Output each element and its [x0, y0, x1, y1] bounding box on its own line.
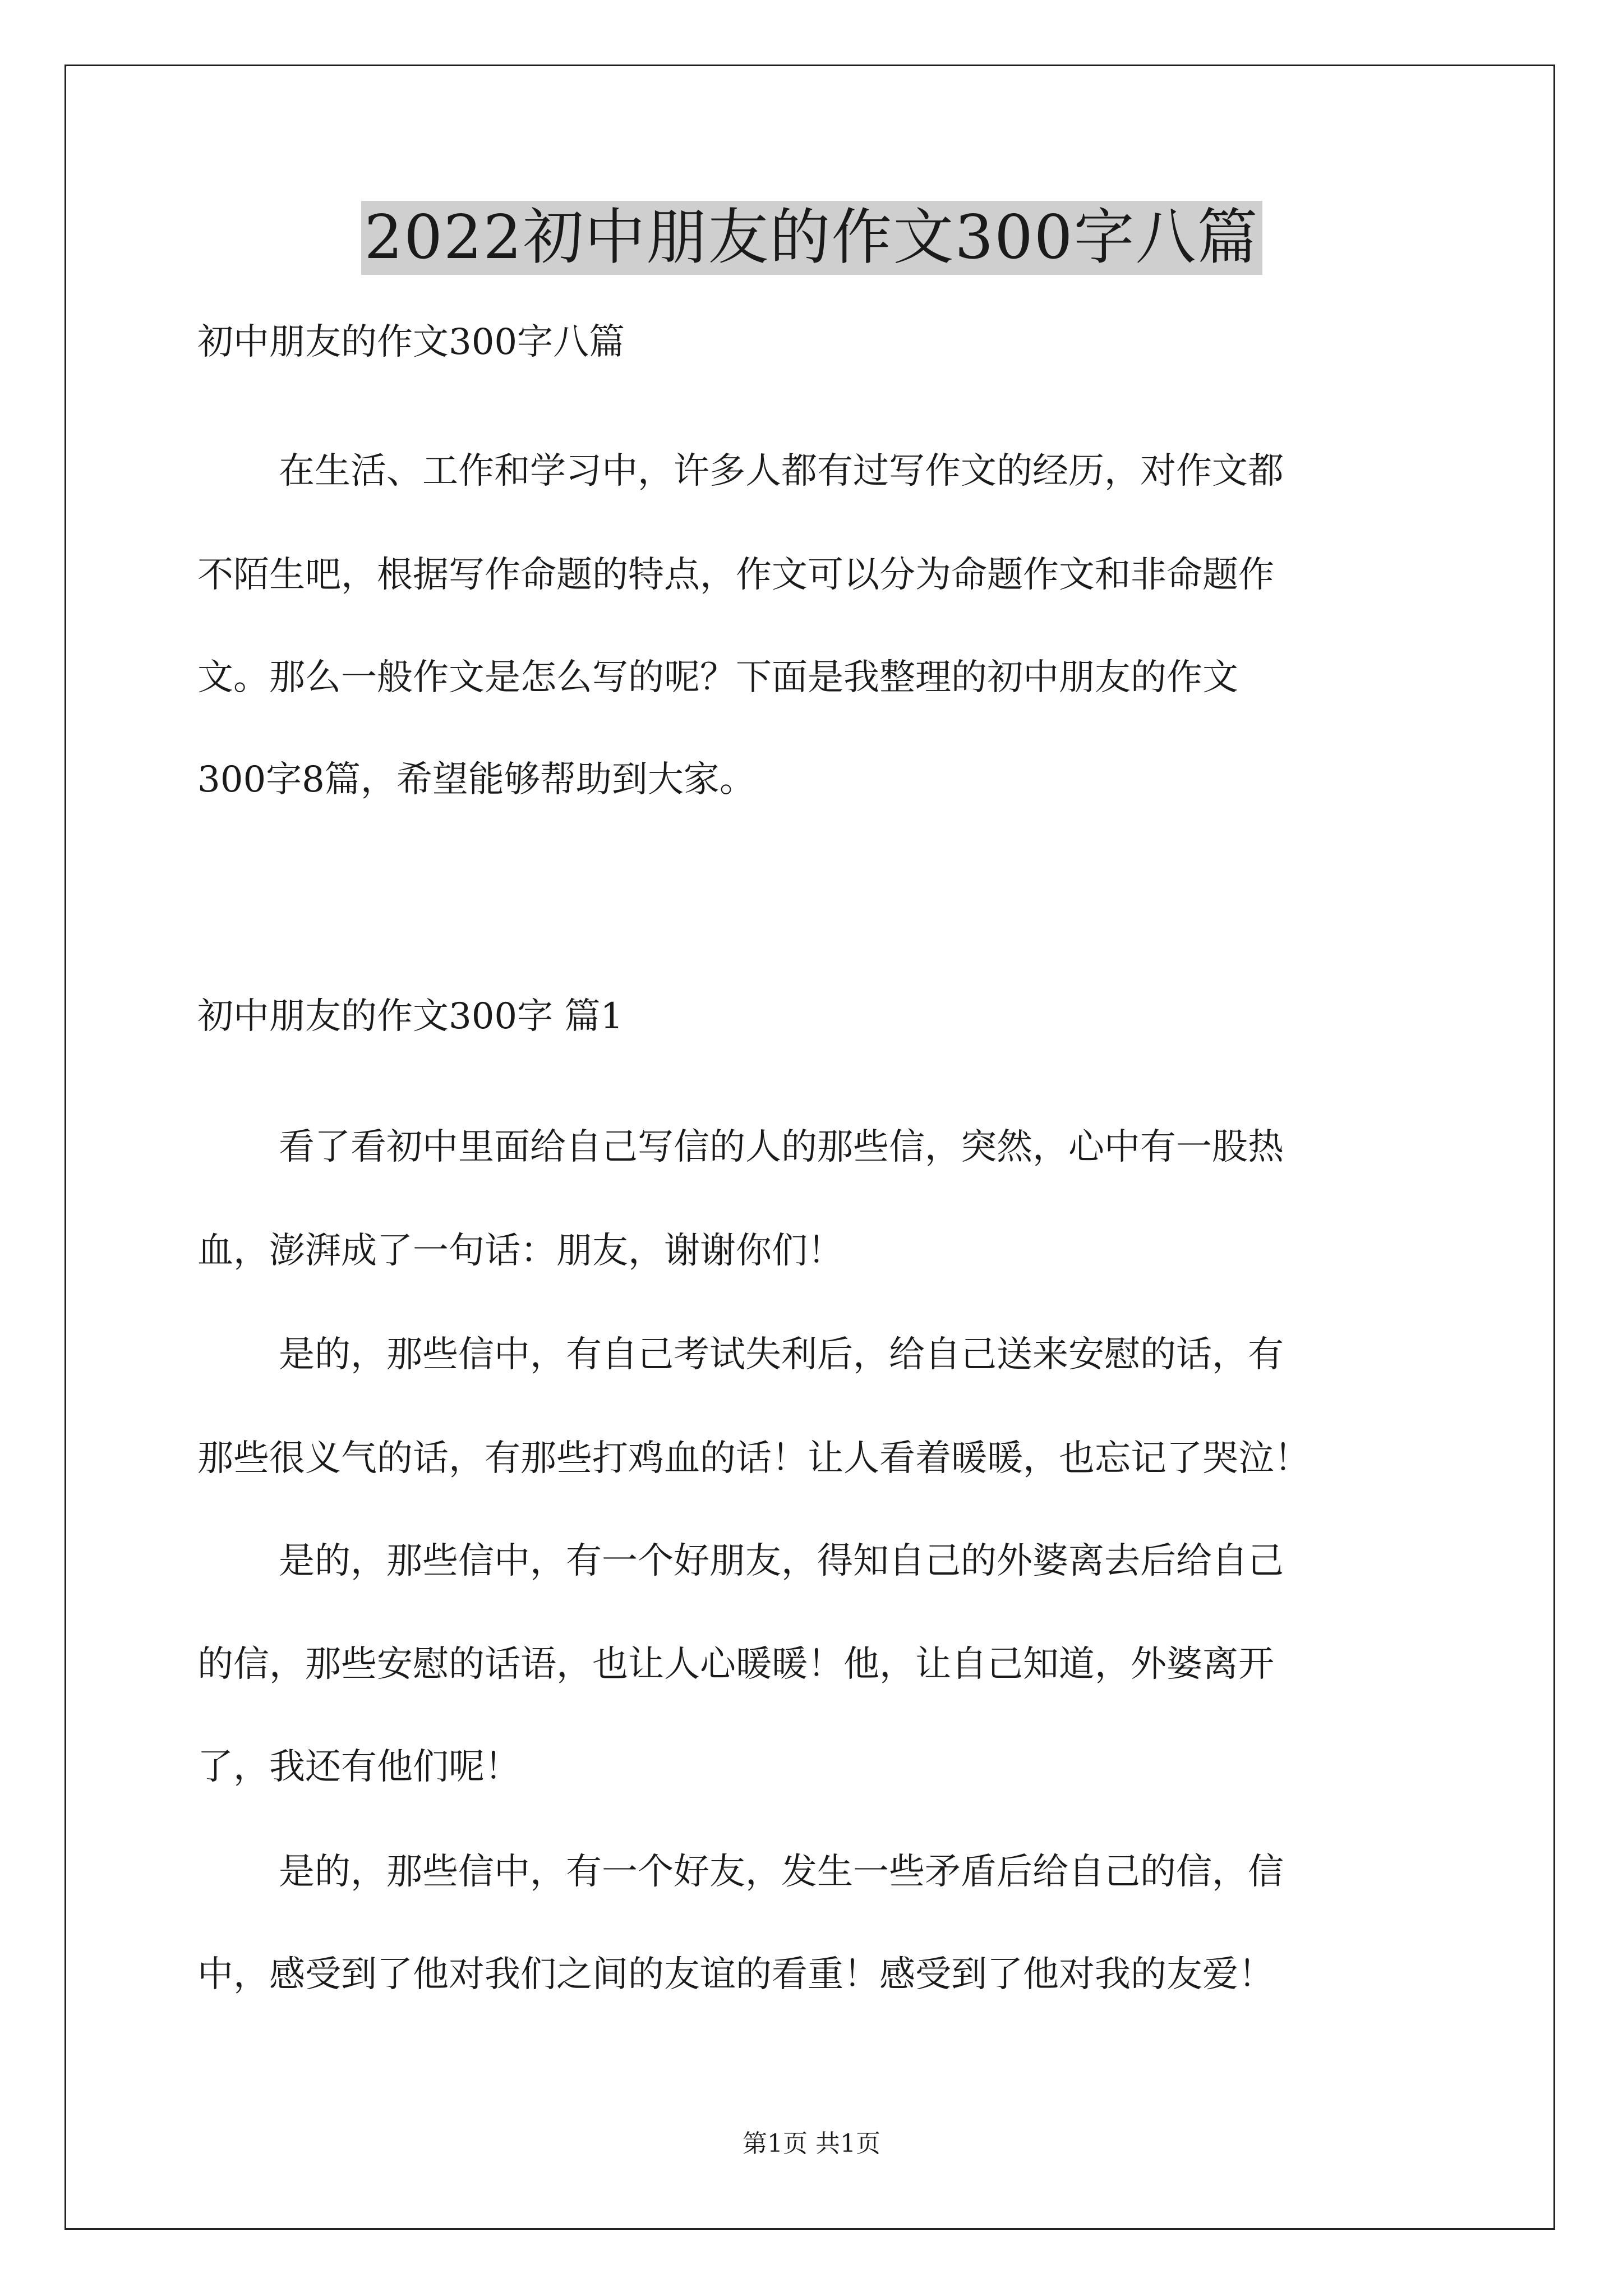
intro-line: 不陌生吧，根据写作命题的特点，作文可以分为命题作文和非命题作	[197, 554, 1274, 596]
body-line: 看了看初中里面给自己写信的人的那些信，突然，心中有一股热	[279, 1126, 1284, 1168]
document-subtitle: 初中朋友的作文300字八篇	[197, 321, 625, 363]
intro-line: 300字8篇，希望能够帮助到大家。	[197, 759, 755, 800]
body-line: 那些很义气的话，有那些打鸡血的话！让人看着暖暖，也忘记了哭泣！	[197, 1438, 1310, 1479]
intro-line: 在生活、工作和学习中，许多人都有过写作文的经历，对作文都	[279, 450, 1284, 492]
document-title-block	[0, 201, 1623, 275]
document-title: 2022初中朋友的作文300字八篇	[361, 201, 1262, 275]
body-line: 是的，那些信中，有自己考试失利后，给自己送来安慰的话，有	[279, 1334, 1284, 1375]
page-footer: 第1页 共1页	[743, 2129, 880, 2158]
body-line: 的信，那些安慰的话语，也让人心暖暖！他，让自己知道，外婆离开	[197, 1644, 1274, 1685]
body-line: 血，澎湃成了一句话：朋友，谢谢你们！	[197, 1230, 843, 1272]
body-line: 了，我还有他们呢！	[197, 1746, 520, 1788]
body-line: 是的，那些信中，有一个好友，发生一些矛盾后给自己的信，信	[279, 1851, 1284, 1893]
intro-line: 文。那么一般作文是怎么写的呢？下面是我整理的初中朋友的作文	[197, 657, 1238, 698]
section-heading: 初中朋友的作文300字 篇1	[197, 996, 624, 1037]
body-line: 中，感受到了他对我们之间的友谊的看重！感受到了他对我的友爱！	[197, 1954, 1274, 1995]
body-line: 是的，那些信中，有一个好朋友，得知自己的外婆离去后给自己	[279, 1540, 1284, 1582]
